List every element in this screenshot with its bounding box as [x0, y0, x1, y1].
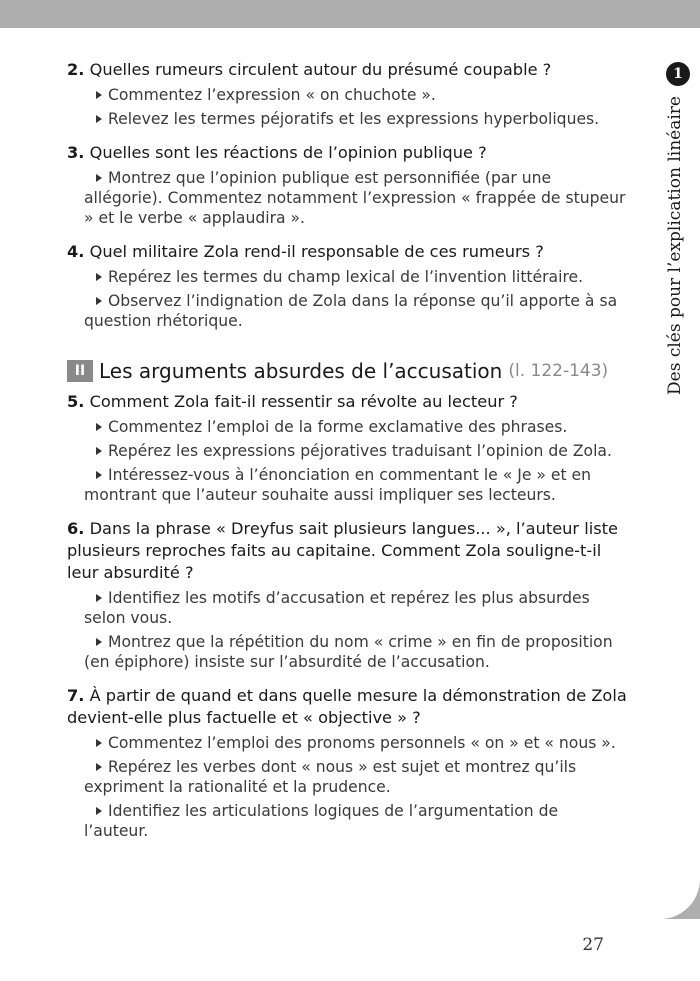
- section-badge: II: [67, 360, 93, 382]
- section-heading: [67, 359, 627, 383]
- content: [67, 59, 627, 854]
- hint: Repérez les expressions péjoratives traduisant l’opinion de Zola.: [84, 441, 627, 461]
- section-line-range: (l. 122-143): [508, 361, 609, 381]
- triangle-bullet-icon: [96, 91, 102, 99]
- triangle-bullet-icon: [96, 297, 102, 305]
- triangle-bullet-icon: [96, 739, 102, 747]
- hint: Montrez que la répétition du nom « crime » en fin de proposition (en épiphore) insiste sur l’absurdité de l’accusation.: [84, 633, 613, 671]
- hint: Commentez l’expression « on chuchote ».: [84, 85, 627, 105]
- section-title: Les arguments absurdes de l’accusation: [99, 359, 503, 383]
- question-7: [67, 685, 627, 841]
- triangle-bullet-icon: [96, 638, 102, 646]
- triangle-bullet-icon: [96, 594, 102, 602]
- question-text: 7. À partir de quand et dans quelle mesure la démonstration de Zola devient-elle plus factuelle et « objective » ?: [67, 686, 627, 727]
- hint: Relevez les termes péjoratifs et les expressions hyperboliques.: [84, 109, 627, 129]
- triangle-bullet-icon: [96, 807, 102, 815]
- triangle-bullet-icon: [96, 423, 102, 431]
- chapter-number-badge: 1: [666, 62, 690, 86]
- question-text: 2. Quelles rumeurs circulent autour du présumé coupable ?: [67, 60, 552, 79]
- triangle-bullet-icon: [96, 763, 102, 771]
- question-3: [67, 142, 627, 228]
- triangle-bullet-icon: [96, 174, 102, 182]
- hint: Commentez l’emploi des pronoms personnels « on » et « nous ».: [84, 733, 627, 753]
- question-text: 6. Dans la phrase « Dreyfus sait plusieurs langues... », l’auteur liste plusieurs reproches faits au capitaine. Comment Zola souligne-t-il leur absurdité ?: [67, 519, 618, 582]
- triangle-bullet-icon: [96, 447, 102, 455]
- triangle-bullet-icon: [96, 471, 102, 479]
- hint: Repérez les verbes dont « nous » est sujet et montrez qu’ils expriment la rationalité et la prudence.: [84, 758, 577, 796]
- hint: Observez l’indignation de Zola dans la réponse qu’il apporte à sa question rhétorique.: [84, 292, 618, 330]
- hint: Montrez que l’opinion publique est personnifiée (par une allégorie). Commentez notamment l’expression « frappée de stupeur » et le verbe « applaudira ».: [84, 169, 626, 227]
- question-text: 3. Quelles sont les réactions de l’opinion publique ?: [67, 143, 487, 162]
- question-text: 5. Comment Zola fait-il ressentir sa révolte au lecteur ?: [67, 392, 518, 411]
- hint: Commentez l’emploi de la forme exclamative des phrases.: [84, 417, 627, 437]
- triangle-bullet-icon: [96, 115, 102, 123]
- question-text: 4. Quel militaire Zola rend-il responsable de ces rumeurs ?: [67, 242, 544, 261]
- question-5: [67, 391, 627, 505]
- hint: Repérez les termes du champ lexical de l’invention littéraire.: [84, 267, 627, 287]
- question-6: [67, 518, 627, 672]
- triangle-bullet-icon: [96, 273, 102, 281]
- side-chapter-label: [662, 60, 694, 400]
- hint: Identifiez les articulations logiques de l’argumentation de l’auteur.: [84, 802, 559, 840]
- chapter-title-vertical: Des clés pour l’explication linéaire: [665, 96, 685, 395]
- hint: Identifiez les motifs d’accusation et repérez les plus absurdes selon vous.: [84, 589, 590, 627]
- hint: Intéressez-vous à l’énonciation en commentant le « Je » et en montrant que l’auteur souhaite aussi impliquer ses lecteurs.: [84, 466, 592, 504]
- question-4: [67, 241, 627, 331]
- page-number: 27: [582, 935, 604, 955]
- question-2: [67, 59, 627, 129]
